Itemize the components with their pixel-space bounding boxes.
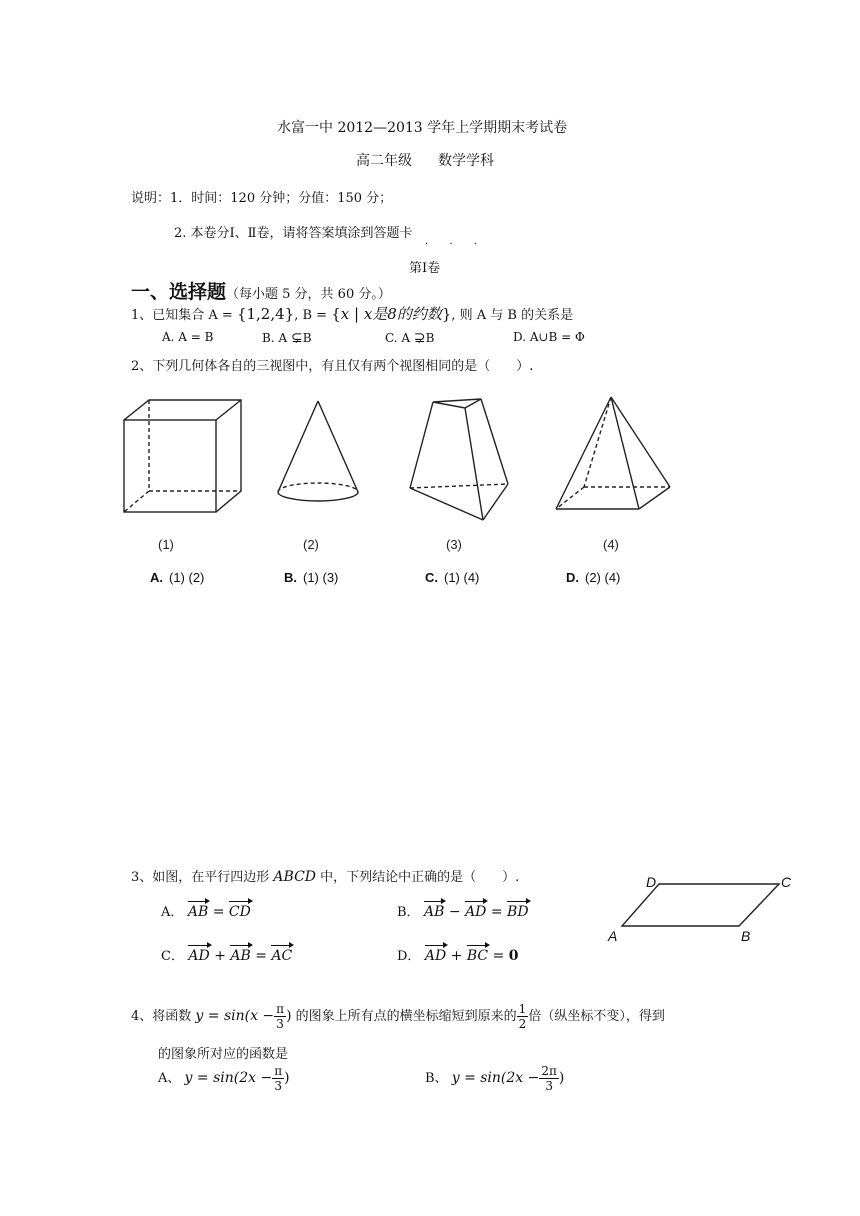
fraction-den: 2 [518, 1017, 527, 1031]
figure-frustum [405, 392, 515, 527]
q3-stem-pre: 3、如图，在平行四边形 [131, 870, 274, 885]
q3-option-c: C． AD + AB = AC [161, 948, 293, 964]
fraction-num: 2π [541, 1064, 557, 1078]
q4-option-a [158, 1065, 290, 1092]
q3-stem-post: 中，下列结论中正确的是（ ）. [316, 870, 520, 885]
proper-superset-symbol: ⊋ [413, 330, 426, 346]
vector-bc: BC [466, 948, 489, 964]
q1-setB: {x | x是8的约数} [331, 305, 452, 323]
vertex-d-label: D [646, 874, 657, 890]
q1-setA: {1,2,4} [236, 305, 295, 323]
q3-option-b-label: B． [397, 905, 420, 920]
q1-option-d: D. A∪B = Φ [513, 330, 585, 344]
q4-option-a-close: ) [284, 1070, 290, 1086]
vector-ac: AC [271, 948, 293, 964]
q3-option-d-label: D． [397, 949, 421, 964]
q2-option-a-letter: A. [150, 570, 163, 585]
note-line-2-text: 2. 本卷分Ⅰ、Ⅱ卷，请将答案填涂到答题卡 [174, 226, 413, 241]
proper-subset-symbol: ⊊ [290, 330, 303, 346]
q4-stem-mid: 的图象上所有点的横坐标缩短到原来的 [291, 1009, 517, 1024]
grade-label: 高二年级 [356, 153, 412, 169]
note-line-1: 说明：1．时间：120 分钟；分值：150 分； [131, 191, 393, 206]
q1-option-b-pre: B. A [262, 331, 288, 345]
q2-option-d-letter: D. [566, 570, 579, 585]
q2-option-c-text: (1) (4) [444, 570, 480, 585]
q4-option-a-label: A、 [158, 1071, 181, 1086]
q2-option-a [150, 570, 204, 585]
figure-cube [118, 395, 248, 520]
section-note: （每小题 5 分，共 60 分。） [226, 287, 391, 302]
q3-option-a-label: A． [161, 905, 184, 920]
figure-label-4: (4) [603, 537, 619, 552]
q2-option-b [284, 570, 338, 585]
vector-ad: AD [424, 948, 447, 964]
fraction-den: 3 [274, 1079, 282, 1093]
q2-option-c [425, 570, 479, 585]
q3-option-a: A． AB = CD [161, 904, 251, 920]
q3-option-c-label: C． [161, 949, 184, 964]
figure-cone [268, 395, 368, 520]
q1-option-c-post: B [425, 331, 435, 345]
q1-setB-cond: x是8的约数 [363, 305, 442, 323]
q4-option-b-label: B、 [425, 1071, 448, 1086]
volume-label: 第Ⅰ卷 [409, 261, 441, 276]
question-1 [131, 303, 573, 324]
q3-option-d: D． AD + BC = 0 [397, 948, 519, 964]
figure-pyramid [548, 392, 678, 517]
q1-option-c-pre: C. A [385, 331, 411, 345]
vector-ab: AB [187, 904, 209, 920]
fraction-num: 1 [518, 1002, 527, 1016]
question-4 [131, 1003, 665, 1030]
q1-option-b-post: B [302, 331, 312, 345]
figure-parallelogram [604, 870, 804, 945]
question-3 [131, 866, 519, 885]
q2-option-b-text: (1) (3) [303, 570, 339, 585]
q1-option-a: A. A = B [162, 330, 214, 344]
figure-label-3: (3) [446, 537, 462, 552]
q2-option-a-text: (1) (2) [169, 570, 205, 585]
vector-ab: AB [230, 948, 251, 964]
q2-option-c-letter: C. [425, 570, 438, 585]
q1-mid: , B = [294, 308, 332, 323]
fraction-pi-3 [272, 1065, 284, 1092]
q4-stem-post: 倍（纵坐标不变），得到 [528, 1009, 665, 1024]
fraction-1-2 [517, 1003, 529, 1030]
q2-option-b-letter: B. [284, 570, 297, 585]
note-line-2 [174, 222, 413, 241]
fraction-num: π [276, 1002, 285, 1016]
vertex-a-label: A [608, 928, 618, 944]
vector-cd: CD [228, 904, 251, 920]
q3-option-b: B． AB − AD = BD [397, 904, 529, 920]
figure-label-1: (1) [158, 537, 174, 552]
subject-label: 数学学科 [438, 153, 494, 169]
q4-option-b [425, 1065, 564, 1092]
q4-func: y = sin(x − [195, 1008, 275, 1024]
section-title: 一、选择题 [131, 281, 227, 303]
emphasis-dots: · · · [425, 239, 486, 250]
q3-stem-var: ABCD [273, 869, 317, 885]
q4-option-b-func: y = sin(2x − [451, 1070, 540, 1086]
fraction-den: 3 [545, 1079, 553, 1093]
q2-option-d-text: (2) (4) [585, 570, 621, 585]
fraction-pi-3 [274, 1003, 286, 1030]
q4-stem-pre: 4、将函数 [131, 1009, 196, 1024]
q4-option-b-close: ) [558, 1070, 565, 1086]
q2-option-d [566, 570, 620, 585]
figure-label-2: (2) [303, 537, 319, 552]
exam-title: 水富一中 2012—2013 学年上学期期末考试卷 [277, 120, 568, 136]
q1-prefix: 1、已知集合 A = [131, 308, 237, 323]
q4-line-2: 的图象所对应的函数是 [158, 1047, 289, 1062]
fraction-num: π [274, 1064, 283, 1078]
q1-option-c [385, 330, 434, 346]
vector-ad: AD [465, 904, 487, 920]
question-2: 2、下列几何体各自的三视图中，有且仅有两个视图相同的是（ ）. [131, 359, 534, 374]
zero-vector: 0 [508, 948, 519, 964]
fraction-2pi-3 [539, 1065, 559, 1092]
q1-setB-var: x [340, 305, 350, 323]
q4-option-a-func: y = sin(2x − [184, 1070, 273, 1086]
q4-func-close: ) [286, 1008, 292, 1024]
q1-suffix: , 则 A 与 B 的关系是 [451, 308, 574, 323]
vector-bd: BD [507, 904, 529, 920]
vector-ab: AB [424, 904, 445, 920]
vertex-c-label: C [781, 874, 792, 890]
q1-option-b [262, 330, 312, 346]
section-heading [131, 277, 391, 304]
vector-ad: AD [188, 948, 210, 964]
vertex-b-label: B [741, 928, 751, 944]
fraction-den: 3 [276, 1017, 284, 1031]
